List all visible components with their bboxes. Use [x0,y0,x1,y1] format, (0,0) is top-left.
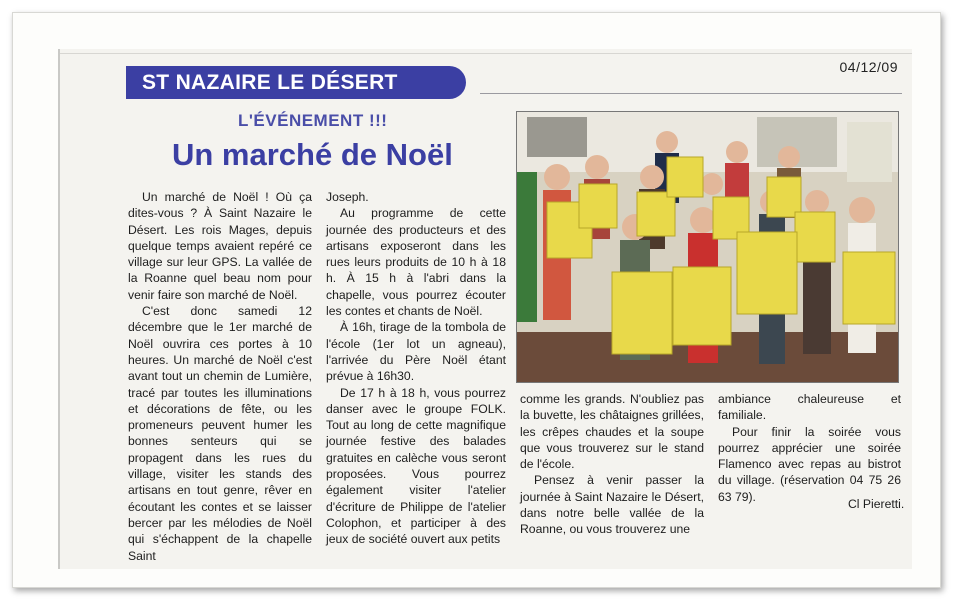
section-banner [126,66,466,99]
article-column-1 [128,189,312,564]
article-column-4 [718,391,901,505]
publication-date: 04/12/09 [839,59,898,75]
children-group-photo [516,111,899,383]
paragraph: Pour finir la soirée vous pourrez apprécier une soirée Flamenco avec repas au bistrot du village. (réservation 04 75 26 63 79). [718,424,901,504]
paragraph: Joseph. [326,190,369,204]
paragraph: À 16h, tirage de la tombola de l'école (1er lot un agneau), l'arrivée du Père Noël étant prévue à 16h30. [326,320,506,384]
article-column-2 [326,189,506,548]
author-signature: Cl Pieretti. [848,497,905,511]
header-rule [480,93,902,94]
photo-illustration [517,112,898,382]
paragraph: Un marché de Noël ! Où ça dites-vous ? À Saint Nazaire le Désert. Les rois Mages, depuis quelque temps avaient repéré ce village sur leur GPS. La vallée de la Roanne quel beau nom pour venir faire son marché de Noël. [128,190,312,302]
paragraph: Au programme de cette journée des producteurs et des artisans exposeront dans les rues leurs produits de 10 h à 18 h. À 15 h à l'abri dans la chapelle, vous pourrez écouter les contes et chants de Noël. [326,206,506,319]
article-column-3 [520,391,704,538]
paragraph: C'est donc samedi 12 décembre que le 1er marché de Noël ouvrira ces portes à 10 heures. Un marché de Noël c'est avant tout un chemin de Lumière, tracé par toutes les illuminations et décorations de fête, ou les promeneurs peuvent humer les bonnes senteurs qui se propagent dans les rues du village, visiter les stands des artisans en tout genre, rêver en écoutant les contes et se laisser bercer par les mélodies de Noël qui s'échappent de la chapelle Saint [128,304,312,563]
newspaper-clipping [58,49,912,569]
article-kicker: L'ÉVÉNEMENT !!! [238,111,388,130]
article-headline: Un marché de Noël [172,137,453,172]
paragraph: Pensez à venir passer la journée à Saint Nazaire le Désert, dans notre belle vallée de la Roanne, ou vous trouverez une [520,473,704,537]
paragraph: ambiance chaleureuse et familiale. [718,392,901,423]
photo-frame [12,12,941,588]
paragraph: comme les grands. N'oubliez pas la buvette, les châtaignes grillées, les crêpes chaudes et la soupe que vous trouverez sur le stand de l'école. [520,392,704,472]
section-title: ST NAZAIRE LE DÉSERT [142,70,398,94]
paragraph: De 17 h à 18 h, vous pourrez danser avec le groupe FOLK. Tout au long de cette magnifique journée festive des balades gratuites en calèche vous seront proposées. Vous pourrez également visiter l'atelier d'écriture de Philippe de l'atelier Colophon, et participer à des jeux de société ouvert aux petits [326,385,506,547]
